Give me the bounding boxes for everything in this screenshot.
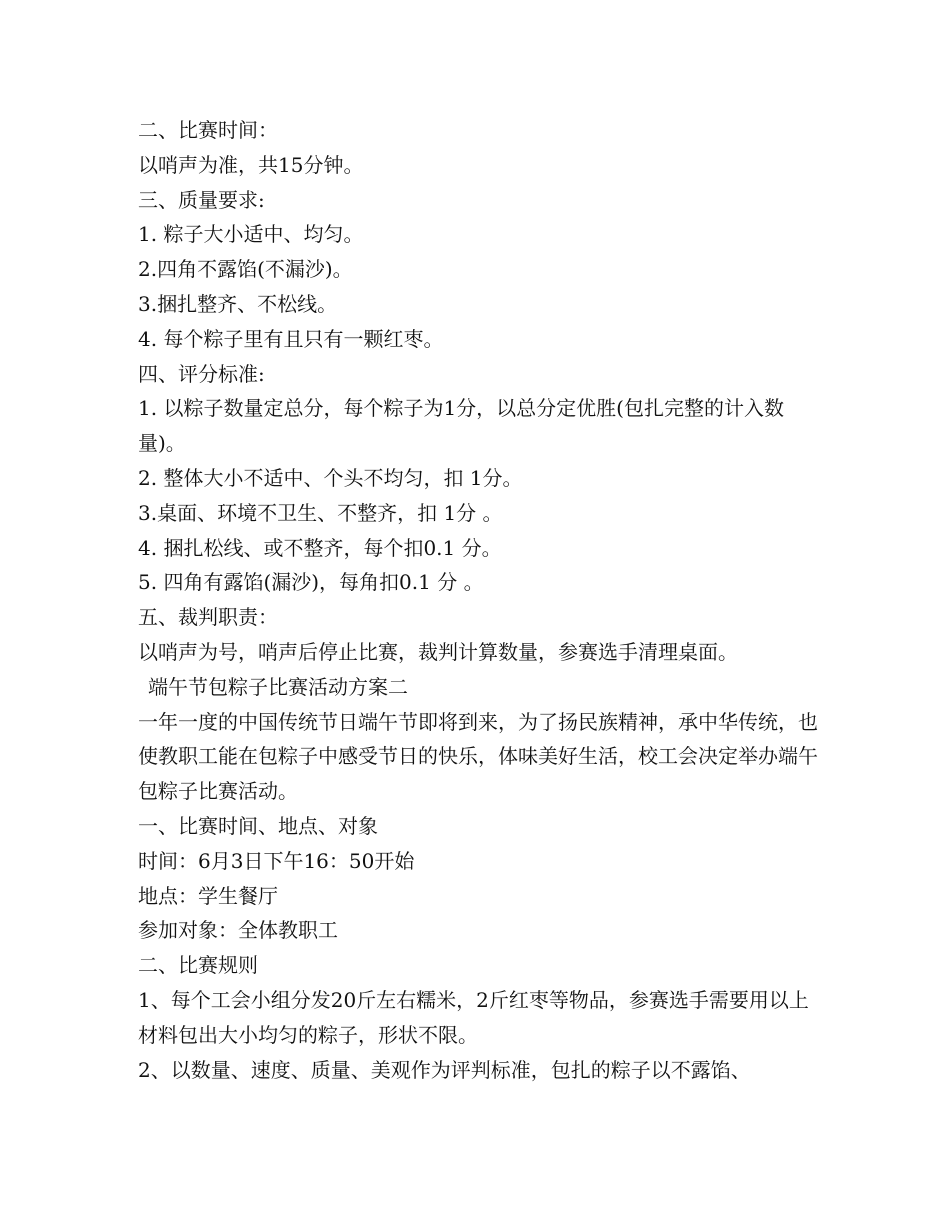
paragraph: 以哨声为号，哨声后停止比赛，裁判计算数量，参赛选手清理桌面。: [138, 639, 738, 664]
list-item: 5. 四角有露馅(漏沙)，每角扣0.1 分 。: [138, 570, 484, 595]
paragraph: 以哨声为准，共15分钟。: [138, 152, 364, 177]
section-heading-time-place-participants: 一、比赛时间、地点、对象: [138, 813, 378, 838]
section-heading-scoring-criteria: 四、评分标准:: [138, 361, 265, 386]
section-heading-competition-time: 二、比赛时间：: [138, 118, 278, 142]
paragraph: 地点：学生餐厅: [138, 883, 278, 908]
list-item: 4. 每个粽子里有且只有一颗红枣。: [138, 326, 444, 351]
paragraph: 参加对象：全体教职工: [138, 918, 338, 943]
list-item: 2.四角不露馅(不漏沙)。: [138, 257, 353, 282]
list-item: 1. 粽子大小适中、均匀。: [138, 222, 364, 247]
document-body: [138, 113, 818, 1087]
section-heading-quality-requirements: 三、质量要求:: [138, 187, 265, 212]
plan-title: 端午节包粽子比赛活动方案二: [148, 674, 408, 699]
paragraph: 一年一度的中国传统节日端午节即将到来，为了扬民族精神，承中华传统，也使教职工能在包粽子中感受节日的快乐，体味美好生活，校工会决定举办端午包粽子比赛活动。: [138, 709, 818, 804]
list-item: 2、以数量、速度、质量、美观作为评判标准，包扎的粽子以不露馅、: [138, 1057, 751, 1082]
section-heading-competition-rules: 二、比赛规则: [138, 953, 258, 978]
section-heading-referee-duties: 五、裁判职责：: [138, 605, 278, 630]
list-item: 3.桌面、环境不卫生、不整齐，扣 1分 。: [138, 500, 503, 525]
paragraph: 时间：6月3日下午16：50开始: [138, 848, 415, 873]
list-item: 1. 以粽子数量定总分，每个粽子为1分，以总分定优胜(包扎完整的计入数量)。: [138, 396, 784, 456]
list-item: 4. 捆扎松线、或不整齐，每个扣0.1 分。: [138, 535, 502, 560]
list-item: 3.捆扎整齐、不松线。: [138, 291, 338, 316]
list-item: 2. 整体大小不适中、个头不均匀，扣 1分。: [138, 465, 523, 490]
list-item: 1、每个工会小组分发20斤左右糯米，2斤红枣等物品，参赛选手需要用以上材料包出大小均匀的粽子，形状不限。: [138, 987, 809, 1047]
